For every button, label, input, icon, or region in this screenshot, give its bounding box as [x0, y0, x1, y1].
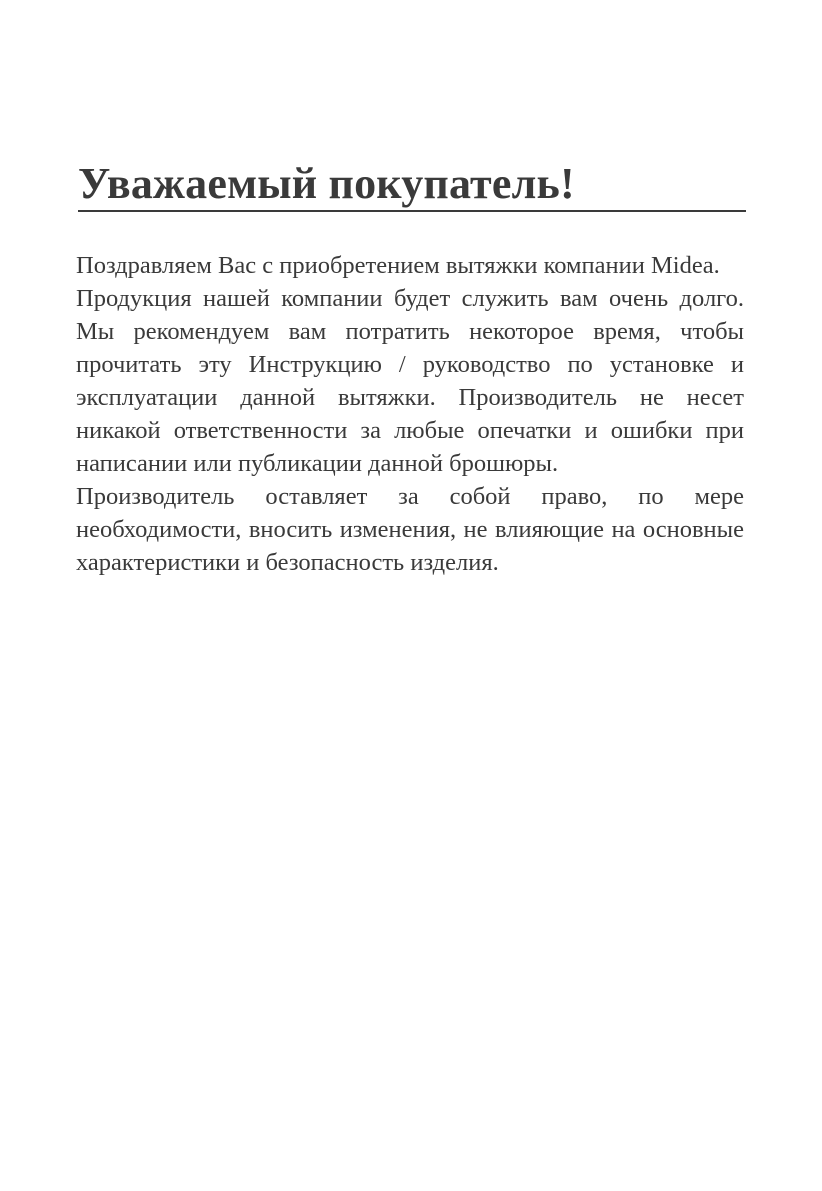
page-title: Уважаемый покупатель! [78, 159, 575, 208]
paragraph-product-info: Продукция нашей компании будет служить вам очень долго. Мы рекомендуем вам потратить некоторое время, чтобы прочитать эту Инструкцию / руководство по установке и эксплуатации данной вытяжки. Производитель не несет никакой ответственности за любые опечатки и ошибки при написании или публикации данной брошюры. [76, 285, 744, 477]
paragraph-manufacturer-rights: Производитель оставляет за собой право, по мере необходимости, вносить изменения, не влияющие на основные характеристики и безопасность изделия. [76, 483, 744, 576]
body-text [76, 249, 744, 579]
paragraph-congratulations: Поздравляем Вас с приобретением вытяжки компании Midea. [76, 252, 720, 279]
title-block [78, 158, 746, 212]
